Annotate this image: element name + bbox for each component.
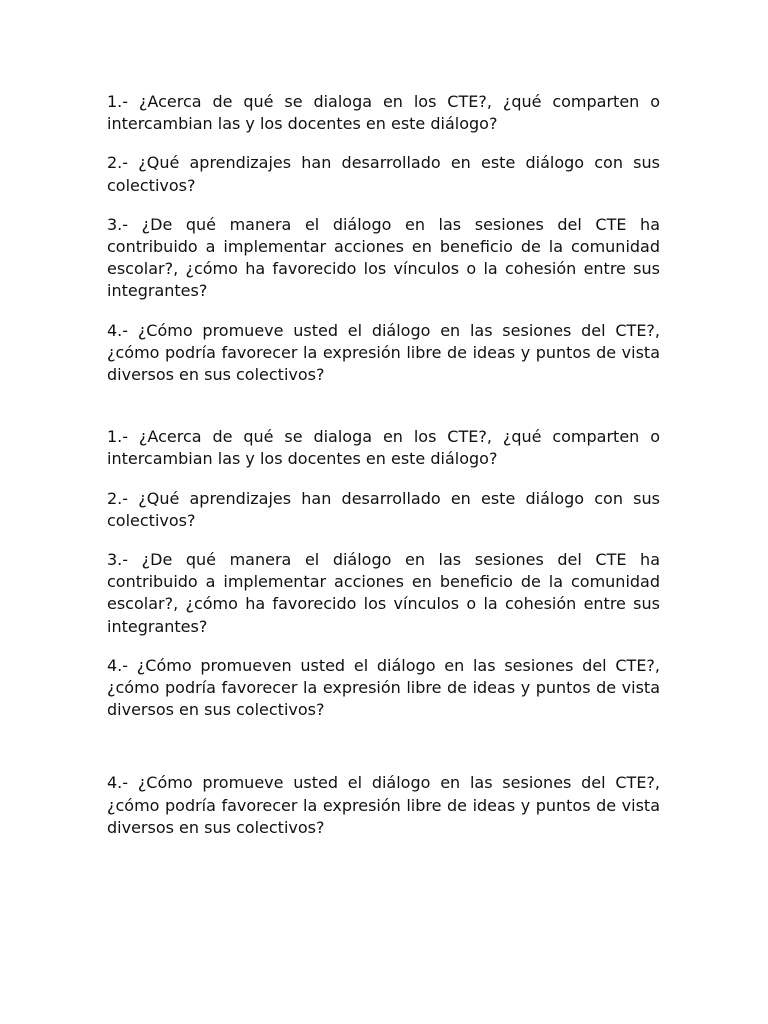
question-4-repeat: 4.- ¿Cómo promueven usted el diálogo en las sesiones del CTE?, ¿cómo podría favorecer la expresión libre de ideas y puntos de vista diversos en sus colectivos?: [107, 655, 660, 720]
question-1-repeat: 1.- ¿Acerca de qué se dialoga en los CTE?, ¿qué comparten o intercambian las y los docentes en este diálogo?: [107, 427, 660, 469]
question-2: 2.- ¿Qué aprendizajes han desarrollado en este diálogo con sus colectivos?: [107, 153, 660, 195]
question-1: 1.- ¿Acerca de qué se dialoga en los CTE?, ¿qué comparten o intercambian las y los docentes en este diálogo?: [107, 92, 660, 134]
question-3: 3.- ¿De qué manera el diálogo en las sesiones del CTE ha contribuido a implementar acciones en beneficio de la comunidad escolar?, ¿cómo ha favorecido los vínculos o la cohesión entre sus integrantes?: [107, 214, 660, 301]
question-3-repeat: 3.- ¿De qué manera el diálogo en las sesiones del CTE ha contribuido a implementar acciones en beneficio de la comunidad escolar?, ¿cómo ha favorecido los vínculos o la cohesión entre sus integrantes?: [107, 550, 660, 636]
document-page: [107, 91, 660, 839]
question-4: 4.- ¿Cómo promueve usted el diálogo en las sesiones del CTE?, ¿cómo podría favorecer la expresión libre de ideas y puntos de vista diversos en sus colectivos?: [107, 320, 660, 385]
question-4-final: 4.- ¿Cómo promueve usted el diálogo en las sesiones del CTE?, ¿cómo podría favorecer la expresión libre de ideas y puntos de vista diversos en sus colectivos?: [107, 773, 660, 837]
question-2-repeat: 2.- ¿Qué aprendizajes han desarrollado en este diálogo con sus colectivos?: [107, 488, 660, 530]
